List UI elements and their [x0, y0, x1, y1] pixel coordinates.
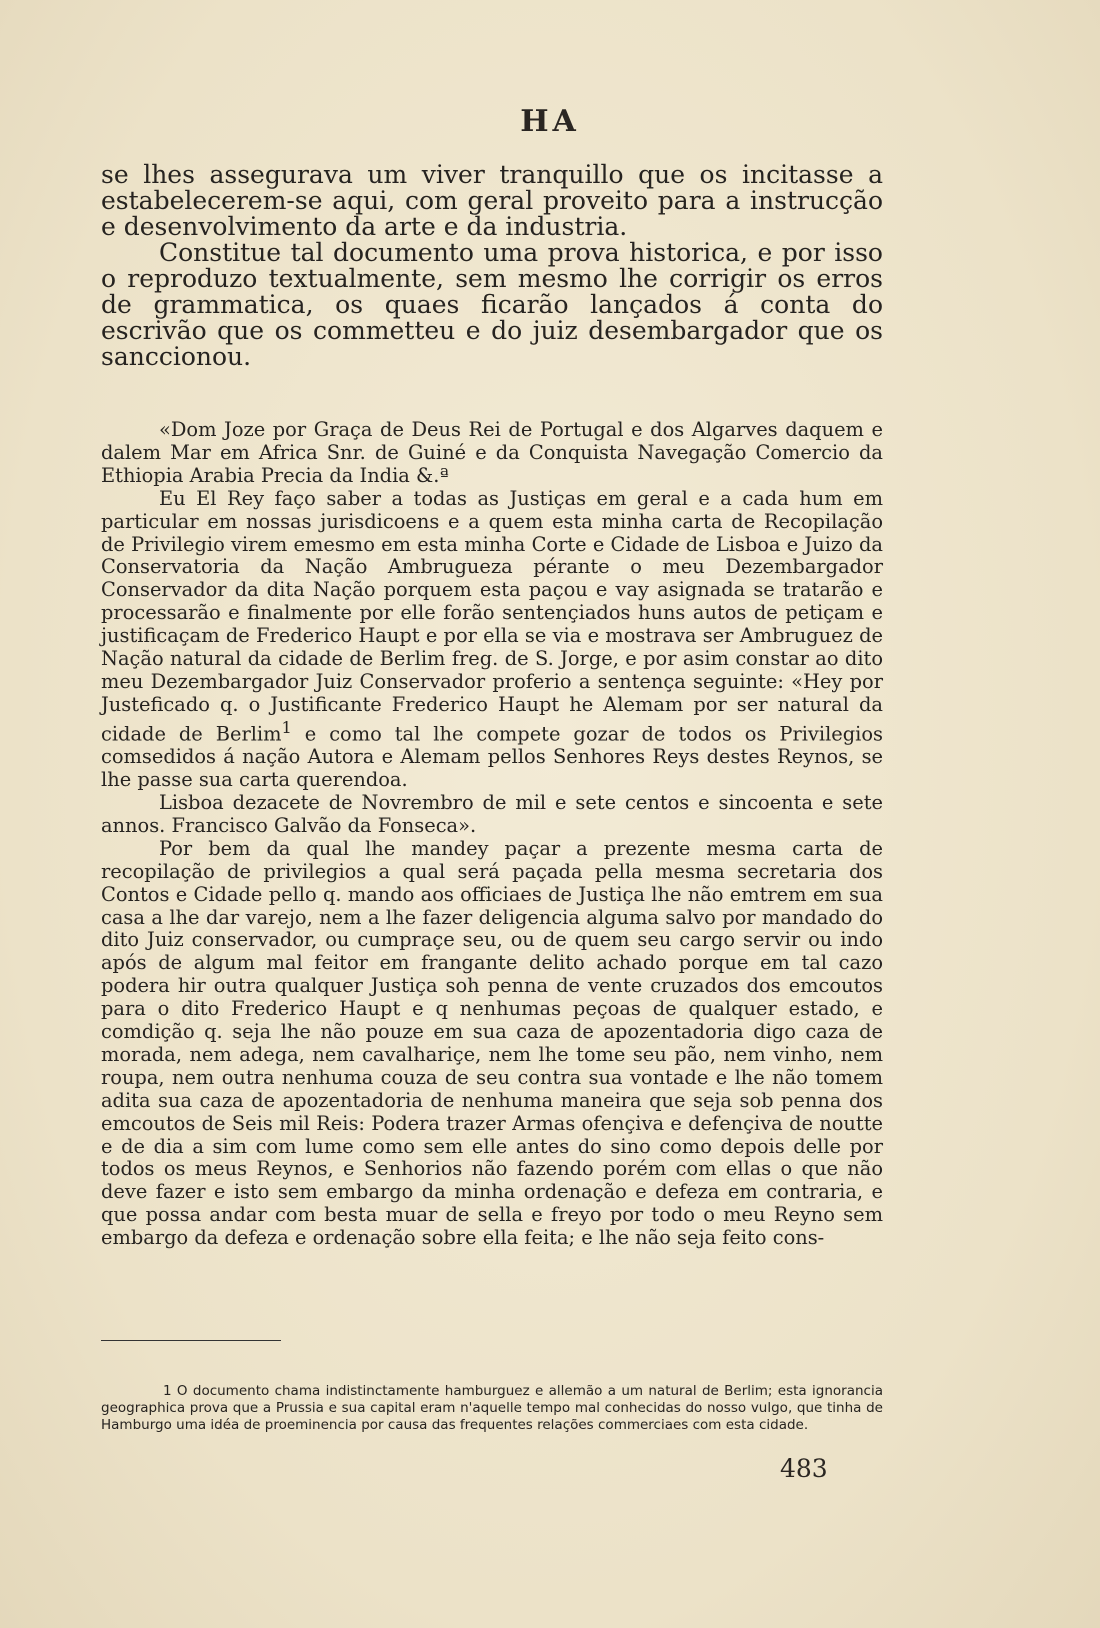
footnote	[101, 1383, 883, 1434]
intro-paragraph-2: Constitue tal documento uma prova historica, e por isso o reproduzo textualmente, sem mesmo lhe corrigir os erros de grammatica, os quaes ficarão lançados á conta do escrivão que os commetteu e do juiz desembargador que os sanccionou.	[101, 238, 883, 371]
footnote-text: 1 O documento chama indistinctamente hamburguez e allemão a um natural de Berlim; esta ignorancia geographica prova que a Prussia e sua capital eram n'aquelle tempo mal conhecidas do nosso vulgo, que tinha de Hamburgo uma idéa de proeminencia por causa das frequentes relações commerciaes com esta cidade.	[101, 1383, 883, 1433]
running-header: HA	[520, 104, 580, 139]
document-paragraph-2	[101, 488, 883, 792]
intro-paragraph-1: se lhes assegurava um viver tranquillo que os incitasse a estabelecerem-se aqui, com geral proveito para a instrucção e desenvolvimento da arte e da industria.	[101, 160, 883, 241]
document-paragraph-2-tail: e como tal lhe compete gozar de todos os Privilegios comsedidos á nação Autora e Alemam pellos Senhores Reys destes Reynos, se lhe passe sua carta querendoa.	[101, 722, 883, 792]
document-paragraph-3: Lisboa dezacete de Novrembro de mil e sete centos e sincoenta e sete annos. Francisco Galvão da Fonseca».	[101, 790, 883, 837]
document-paragraph-4: Por bem da qual lhe mandey paçar a prezente mesma carta de recopilação de privilegios a qual será paçada pella mesma secretaria dos Contos e Cidade pello q. mando aos officiaes de Justiça lhe não emtrem em sua casa a lhe dar varejo, nem a lhe fazer deligencia alguma salvo por mandado do dito Juiz conservador, ou cumpraçe seu, ou de quem seu cargo servir ou indo após de algum mal feitor em frangante delito achado porque em tal cazo podera hir outra qualquer Justiça soh penna de vente cruzados dos emcoutos para o dito Frederico Haupt e q nenhumas peçoas de qualquer estado, e comdição q. seja lhe não pouze em sua caza de apozentadoria digo caza de morada, nem adega, nem cavalhariçe, nem lhe tome seu pão, nem vinho, nem roupa, nem outra nenhuma couza de seu contra sua vontade e lhe não tomem adita sua caza de apozentadoria de nenhuma maneira que seja sob penna dos emcoutos de Seis mil Reis: Podera trazer Armas ofençiva e defençiva de noutte e de dia a sim com lume como sem elle antes do sino como depois delle por todos os meus Reynos, e Senhorios não fazendo porém com ellas o que não deve fazer e isto sem embargo da minha ordenação e defeza em contraria, e que possa andar com besta muar de sella e freyo por todo o meu Reyno sem embargo da defeza e ordenação sobre ella feita; e lhe não seja feito cons-	[101, 836, 883, 1250]
document-paragraph-1: «Dom Joze por Graça de Deus Rei de Portugal e dos Algarves daquem e dalem Mar em Africa Snr. de Guiné e da Conquista Navegação Comercio da Ethiopia Arabia Precia da India &.ª	[101, 418, 883, 487]
footnote-divider	[101, 1340, 281, 1341]
intro-text	[101, 162, 883, 370]
footnote-reference: 1	[281, 717, 292, 737]
page-number: 483	[780, 1454, 828, 1483]
document-paragraph-2-text: Eu El Rey faço saber a todas as Justiças em geral e a cada hum em particular em nossas jurisdicoens e a quem esta minha carta de Recopilação de Privilegio virem emesmo em esta minha Corte e Cidade de Lisboa e Juizo da Conservatoria da Nação Ambrugueza pérante o meu Dezembargador Conservador da dita Nação porquem esta paçou e vay asignada se tratarão e processarão e finalmente por elle forão sentençiados huns autos de petiçam e justificaçam de Frederico Haupt e por ella se via e mostrava ser Ambruguez de Nação natural da cidade de Berlim freg. de S. Jorge, e por asim constar ao dito meu Dezembargador Juiz Conservador proferio a sentença seguinte: «Hey por Justeficado q. o Justificante Frederico Haupt he Alemam por ser natural da cidade de Berlim	[101, 486, 883, 746]
quoted-document	[101, 419, 883, 1250]
